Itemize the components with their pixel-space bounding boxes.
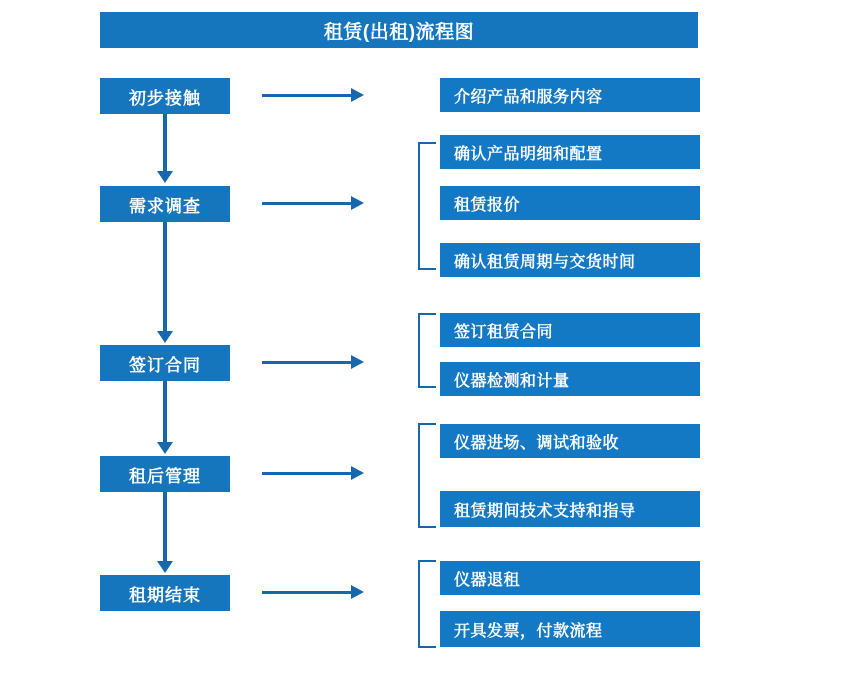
group-bracket-survey (418, 142, 436, 270)
detail-box-technical-support[interactable]: 租赁期间技术支持和指导 (440, 491, 700, 527)
detail-box-confirm-period-delivery[interactable]: 确认租赁周期与交货时间 (440, 243, 700, 277)
connector-arrow-stage3-to-details (262, 361, 352, 364)
stage-box-post-rental-management[interactable]: 租后管理 (100, 456, 230, 492)
detail-box-instrument-inspection[interactable]: 仪器检测和计量 (440, 362, 700, 396)
detail-box-instrument-entry-commissioning[interactable]: 仪器进场、调试和验收 (440, 424, 700, 458)
connector-arrow-initial-to-survey (163, 114, 167, 172)
stage-box-sign-contract[interactable]: 签订合同 (100, 345, 230, 381)
stage-box-rental-end[interactable]: 租期结束 (100, 575, 230, 611)
stage-box-initial-contact[interactable]: 初步接触 (100, 78, 230, 114)
connector-arrow-management-to-end (163, 492, 167, 562)
stage-box-requirement-survey[interactable]: 需求调查 (100, 186, 230, 222)
connector-arrow-survey-to-contract (163, 222, 167, 332)
detail-box-introduce-products[interactable]: 介绍产品和服务内容 (440, 78, 700, 112)
detail-box-invoice-payment[interactable]: 开具发票，付款流程 (440, 611, 700, 647)
group-bracket-end (418, 560, 436, 648)
detail-box-instrument-return[interactable]: 仪器退租 (440, 561, 700, 595)
detail-box-rental-quote[interactable]: 租赁报价 (440, 186, 700, 220)
group-bracket-contract (418, 313, 436, 388)
group-bracket-management (418, 423, 436, 528)
connector-arrow-stage5-to-details (262, 591, 352, 594)
detail-box-sign-rental-contract[interactable]: 签订租赁合同 (440, 313, 700, 347)
connector-arrow-stage1-to-details (262, 94, 352, 97)
connector-arrow-stage2-to-details (262, 202, 352, 205)
detail-box-confirm-product-details[interactable]: 确认产品明细和配置 (440, 135, 700, 169)
connector-arrow-contract-to-management (163, 381, 167, 443)
connector-arrow-stage4-to-details (262, 472, 352, 475)
page-title: 租赁(出租)流程图 (100, 12, 698, 48)
